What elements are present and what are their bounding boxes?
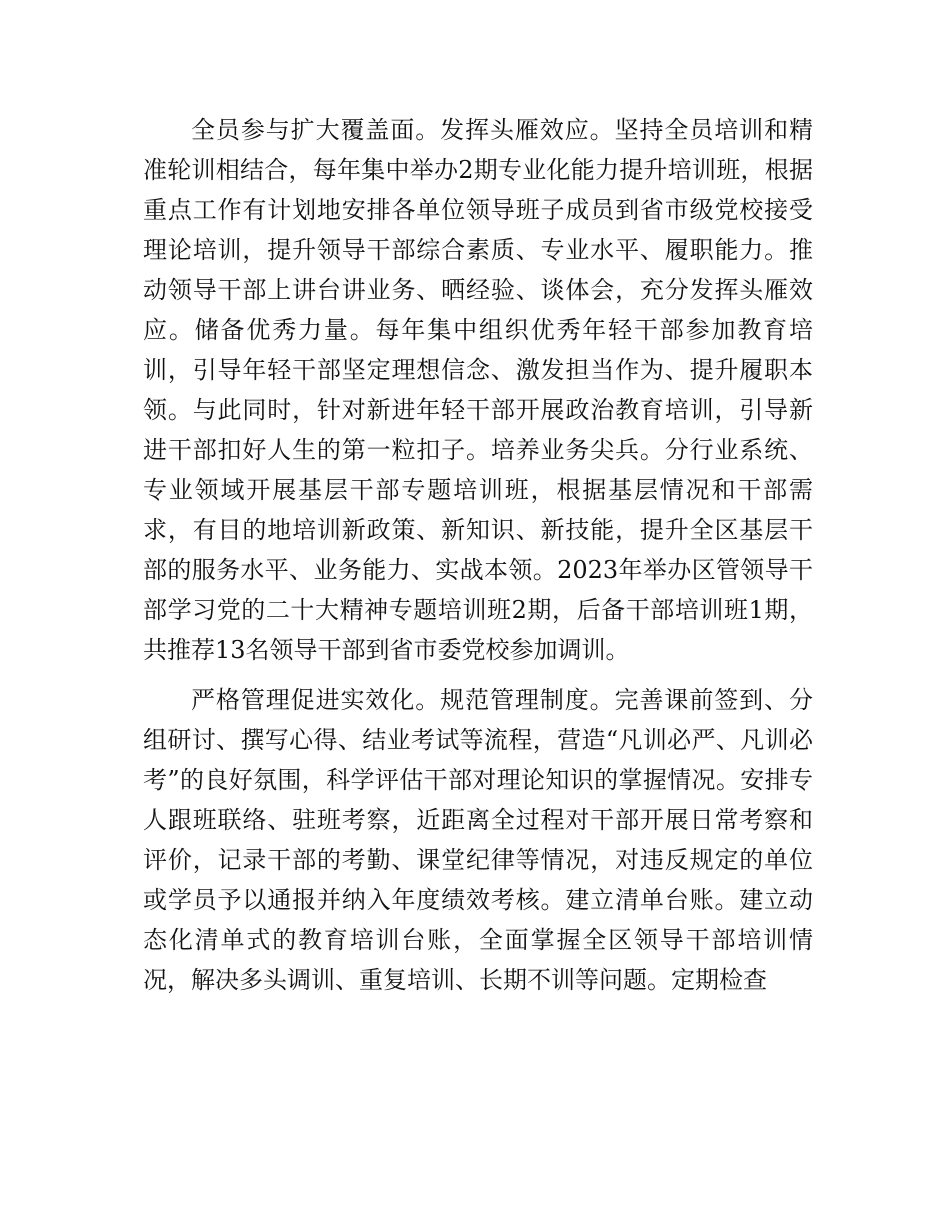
- paragraph-management: 严格管理促进实效化。规范管理制度。完善课前签到、分组研讨、撰写心得、结业考试等流程，营造“凡训必严、凡训必考”的良好氛围，科学评估干部对理论知识的掌握情况。安排专人跟班联络、驻班考察，近距离全过程对干部开展日常考察和评价，记录干部的考勤、课堂纪律等情况，对违反规定的单位或学员予以通报并纳入年度绩效考核。建立清单台账。建立动态化清单式的教育培训台账，全面掌握全区领导干部培训情况，解决多头调训、重复培训、长期不训等问题。定期检查: [143, 686, 813, 994]
- paragraph-participation: 全员参与扩大覆盖面。发挥头雁效应。坚持全员培训和精准轮训相结合，每年集中举办2期专业化能力提升培训班，根据重点工作有计划地安排各单位领导班子成员到省市级党校接受理论培训，提升领导干部综合素质、专业水平、履职能力。推动领导干部上讲台讲业务、晒经验、谈体会，充分发挥头雁效应。储备优秀力量。每年集中组织优秀年轻干部参加教育培训，引导年轻干部坚定理想信念、激发担当作为、提升履职本领。与此同时，针对新进年轻干部开展政治教育培训，引导新进干部扣好人生的第一粒扣子。培养业务尖兵。分行业系统、专业领域开展基层干部专题培训班，根据基层情况和干部需求，有目的地培训新政策、新知识、新技能，提升全区基层干部的服务水平、业务能力、实战本领。2023年举办区管领导干部学习党的二十大精神专题培训班2期，后备干部培训班1期，共推荐13名领导干部到省市委党校参加调训。: [143, 116, 813, 664]
- document-body: [143, 110, 813, 1000]
